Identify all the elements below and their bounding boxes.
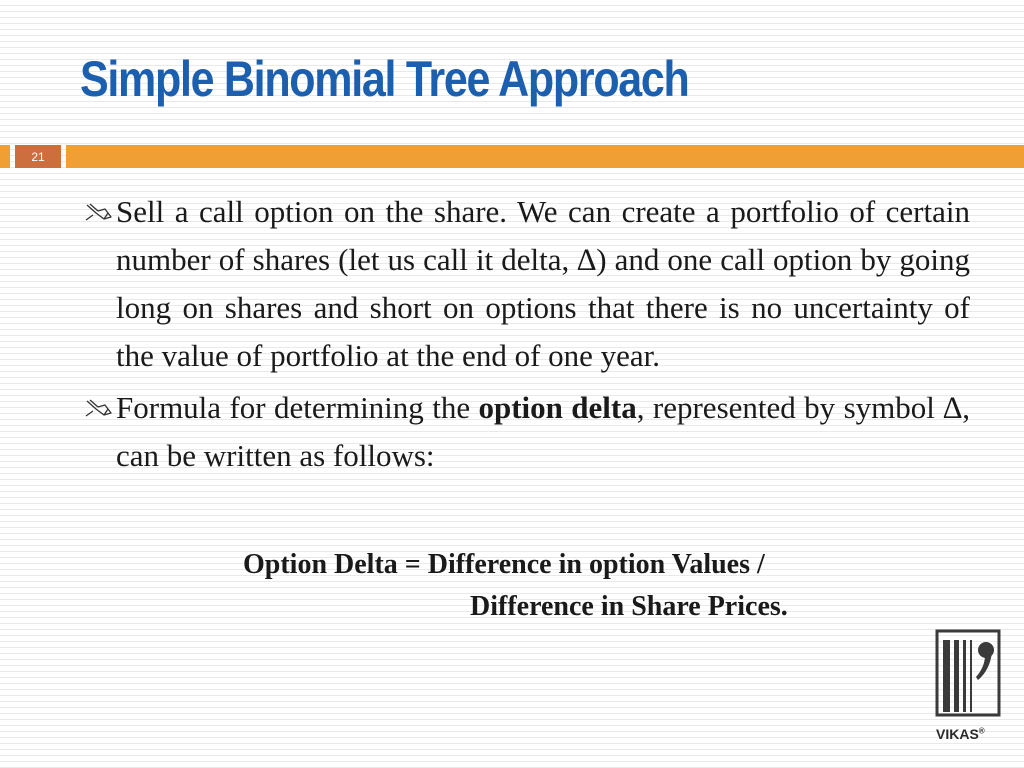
writing-hand-icon bbox=[84, 202, 114, 222]
bullet-text: Sell a call option on the share. We can create a portfolio of certain number of shares (let us call it delta, ∆) and one call option by going long on shares and short on options that there is no uncertainty of the value of portfolio at the end of one year. bbox=[116, 194, 970, 373]
registered-mark: ® bbox=[978, 726, 985, 736]
formula-line-1: Option Delta = Difference in option Values / bbox=[243, 549, 765, 580]
bullet-text-after: , represented by symbol ∆, can be written as follows: bbox=[116, 390, 970, 473]
writing-hand-icon bbox=[84, 398, 114, 418]
bullet-item bbox=[82, 384, 970, 480]
bullet-text-bold: option delta bbox=[478, 390, 637, 425]
slide-number: 21 bbox=[15, 145, 61, 168]
slide-content bbox=[82, 188, 970, 484]
accent-bar-left bbox=[0, 145, 10, 168]
logo-text bbox=[936, 726, 985, 742]
bullet-item bbox=[82, 188, 970, 380]
formula-line-2: Difference in Share Prices. bbox=[470, 591, 788, 622]
logo-name: VIKAS bbox=[936, 726, 979, 742]
slide-title: Simple Binomial Tree Approach bbox=[80, 51, 689, 107]
bullet-text-before: Formula for determining the bbox=[116, 390, 479, 425]
accent-bar-right bbox=[66, 145, 1024, 168]
